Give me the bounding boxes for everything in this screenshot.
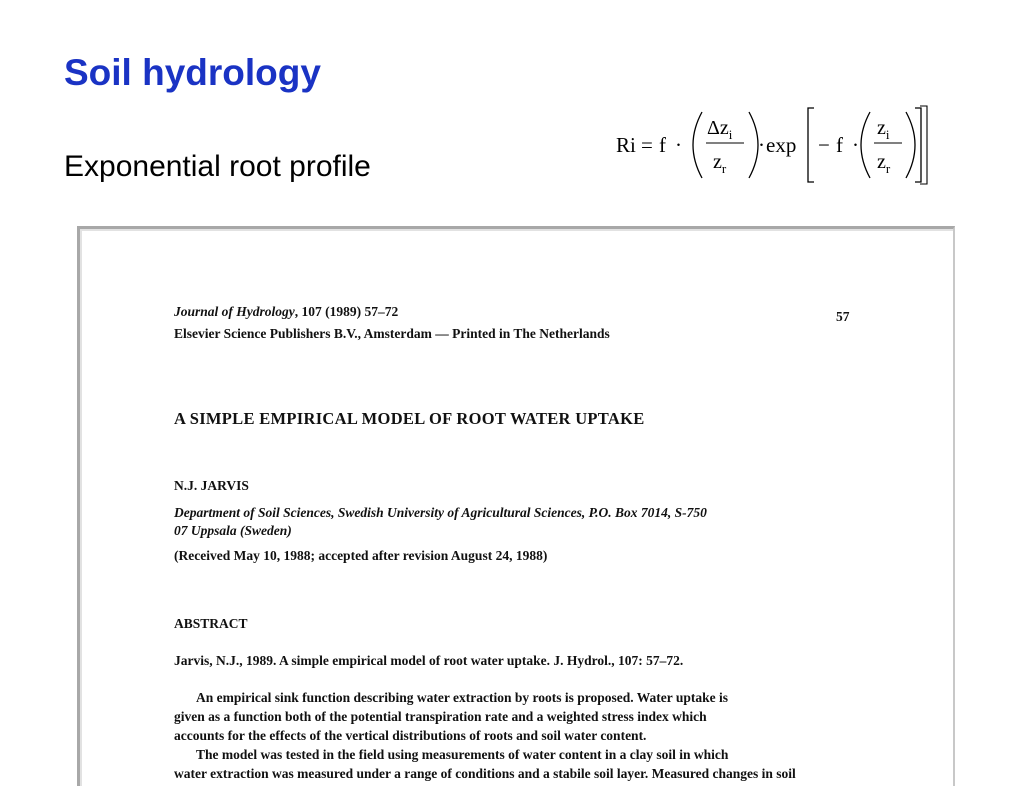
formula-dot1: · — [675, 133, 682, 157]
paper-citation: Jarvis, N.J., 1989. A simple empirical model of root water uptake. J. Hydrol., 107: 57–72. — [174, 653, 684, 668]
formula-right-paren-2 — [906, 112, 915, 178]
formula-den1: $z_r$ — [713, 151, 727, 176]
formula-equals: = — [641, 133, 653, 157]
journal-volume: , 107 (1989) 57–72 — [294, 304, 399, 319]
received-dates: (Received May 10, 1988; accepted after revision August 24, 1988) — [174, 548, 548, 563]
formula-left-paren-2 — [861, 112, 870, 178]
paper-scan — [77, 226, 955, 786]
affiliation-line-2: 07 Uppsala (Sweden) — [174, 523, 292, 538]
abstract-line-3: accounts for the effects of the vertical distributions of roots and soil water content. — [174, 728, 647, 743]
formula-right-bracket — [915, 108, 921, 182]
journal-name: Journal of Hydrology — [174, 304, 295, 319]
formula-right-paren-1 — [749, 112, 758, 178]
slide-subtitle: Exponential root profile — [64, 150, 371, 183]
abstract-heading: ABSTRACT — [174, 616, 248, 631]
formula-dot2: · — [758, 133, 765, 157]
paper-author: N.J. JARVIS — [174, 478, 249, 493]
abstract-line-1: An empirical sink function describing water extraction by roots is proposed. Water uptake is — [196, 690, 729, 705]
formula-f1: f — [659, 133, 666, 157]
formula-left-paren-1 — [693, 112, 702, 178]
page-number: 57 — [836, 309, 850, 324]
formula-num1: $\Delta z_i$ — [707, 117, 733, 142]
formula-num2: $z_i$ — [877, 117, 890, 142]
journal-citation-line — [174, 304, 398, 320]
formula-den2: $z_r$ — [877, 151, 891, 176]
formula-minus: − — [818, 133, 830, 157]
formula-exp: exp — [766, 133, 797, 157]
paper-title: A SIMPLE EMPIRICAL MODEL OF ROOT WATER UPTAKE — [174, 409, 645, 428]
slide-title: Soil hydrology — [64, 52, 321, 93]
formula-left-bracket — [808, 108, 814, 182]
abstract-line-2: given as a function both of the potential transpiration rate and a weighted stress index which — [174, 709, 707, 724]
formula-lhs: Ri — [616, 133, 636, 157]
abstract-line-5: water extraction was measured under a range of conditions and a stabile soil layer. Measured changes in soil — [174, 766, 796, 781]
publisher-line: Elsevier Science Publishers B.V., Amsterdam — Printed in The Netherlands — [174, 326, 610, 341]
affiliation-line-1: Department of Soil Sciences, Swedish University of Agricultural Sciences, P.O. Box 7014, S-750 — [174, 505, 707, 520]
formula-dot3: · — [852, 133, 859, 157]
root-uptake-formula — [612, 104, 932, 186]
formula-f2: f — [836, 133, 843, 157]
abstract-line-4: The model was tested in the field using measurements of water content in a clay soil in which — [196, 747, 729, 762]
